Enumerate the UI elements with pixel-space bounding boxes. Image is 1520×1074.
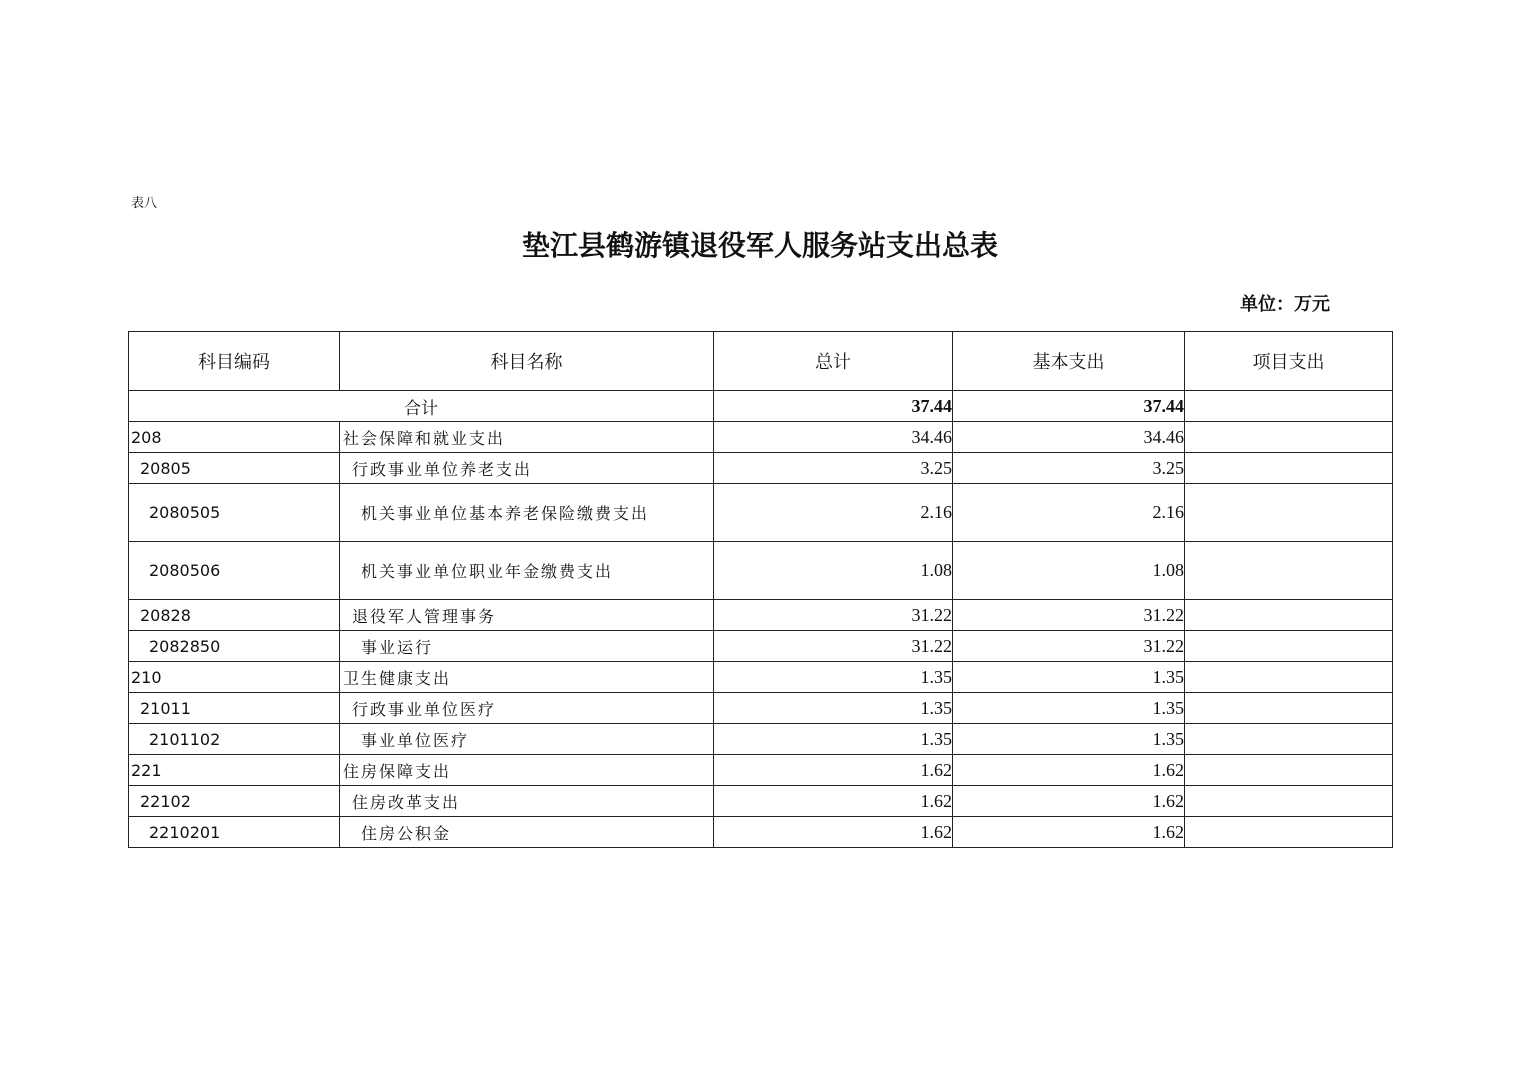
header-project: 项目支出 [1185, 332, 1393, 391]
cell-total: 1.62 [714, 755, 953, 786]
cell-code: 21011 [129, 693, 340, 724]
cell-code: 2101102 [129, 724, 340, 755]
cell-project [1185, 755, 1393, 786]
unit-label: 单位：万元 [1240, 294, 1330, 315]
table-row [129, 631, 1393, 662]
cell-total: 1.62 [714, 786, 953, 817]
cell-total: 2.16 [714, 484, 953, 542]
cell-project [1185, 786, 1393, 817]
table-row [129, 755, 1393, 786]
header-total: 总计 [714, 332, 953, 391]
cell-code: 2080506 [129, 542, 340, 600]
table-row [129, 662, 1393, 693]
cell-total: 3.25 [714, 453, 953, 484]
cell-code: 208 [129, 422, 340, 453]
header-basic: 基本支出 [953, 332, 1185, 391]
cell-basic: 1.62 [953, 817, 1185, 848]
cell-code: 20828 [129, 600, 340, 631]
cell-project [1185, 422, 1393, 453]
cell-code: 2080505 [129, 484, 340, 542]
total-basic: 37.44 [953, 391, 1185, 422]
cell-basic: 1.35 [953, 693, 1185, 724]
cell-basic: 1.35 [953, 724, 1185, 755]
cell-name: 机关事业单位职业年金缴费支出 [340, 542, 714, 600]
table-row [129, 786, 1393, 817]
cell-name: 行政事业单位养老支出 [340, 453, 714, 484]
header-code: 科目编码 [129, 332, 340, 391]
table-row [129, 724, 1393, 755]
cell-basic: 3.25 [953, 453, 1185, 484]
total-label: 合计 [129, 391, 714, 422]
cell-code: 2082850 [129, 631, 340, 662]
table-row [129, 600, 1393, 631]
cell-basic: 34.46 [953, 422, 1185, 453]
cell-project [1185, 600, 1393, 631]
table-row [129, 693, 1393, 724]
cell-project [1185, 662, 1393, 693]
cell-name: 退役军人管理事务 [340, 600, 714, 631]
cell-project [1185, 724, 1393, 755]
total-amount: 37.44 [714, 391, 953, 422]
table-row [129, 453, 1393, 484]
cell-total: 1.35 [714, 662, 953, 693]
table-row [129, 542, 1393, 600]
cell-name: 住房公积金 [340, 817, 714, 848]
cell-basic: 1.08 [953, 542, 1185, 600]
cell-basic: 1.62 [953, 786, 1185, 817]
cell-basic: 1.35 [953, 662, 1185, 693]
cell-total: 34.46 [714, 422, 953, 453]
cell-code: 210 [129, 662, 340, 693]
expenditure-table [128, 331, 1393, 848]
table-row [129, 484, 1393, 542]
cell-code: 221 [129, 755, 340, 786]
cell-project [1185, 542, 1393, 600]
cell-total: 1.35 [714, 693, 953, 724]
cell-name: 机关事业单位基本养老保险缴费支出 [340, 484, 714, 542]
cell-name: 卫生健康支出 [340, 662, 714, 693]
cell-total: 31.22 [714, 600, 953, 631]
table-row [129, 817, 1393, 848]
cell-code: 22102 [129, 786, 340, 817]
cell-basic: 31.22 [953, 631, 1185, 662]
cell-name: 住房保障支出 [340, 755, 714, 786]
cell-total: 31.22 [714, 631, 953, 662]
cell-project [1185, 693, 1393, 724]
page-title: 垫江县鹤游镇退役军人服务站支出总表 [521, 229, 998, 262]
cell-total: 1.62 [714, 817, 953, 848]
cell-project [1185, 631, 1393, 662]
header-name: 科目名称 [340, 332, 714, 391]
sheet-label: 表八 [131, 196, 158, 211]
cell-code: 2210201 [129, 817, 340, 848]
cell-name: 社会保障和就业支出 [340, 422, 714, 453]
cell-project [1185, 453, 1393, 484]
cell-name: 行政事业单位医疗 [340, 693, 714, 724]
cell-basic: 31.22 [953, 600, 1185, 631]
cell-basic: 1.62 [953, 755, 1185, 786]
cell-project [1185, 484, 1393, 542]
cell-name: 事业运行 [340, 631, 714, 662]
table-header-row [129, 332, 1393, 391]
total-project [1185, 391, 1393, 422]
cell-total: 1.08 [714, 542, 953, 600]
cell-name: 事业单位医疗 [340, 724, 714, 755]
table-row [129, 422, 1393, 453]
cell-code: 20805 [129, 453, 340, 484]
cell-total: 1.35 [714, 724, 953, 755]
cell-basic: 2.16 [953, 484, 1185, 542]
cell-name: 住房改革支出 [340, 786, 714, 817]
cell-project [1185, 817, 1393, 848]
total-row [129, 391, 1393, 422]
